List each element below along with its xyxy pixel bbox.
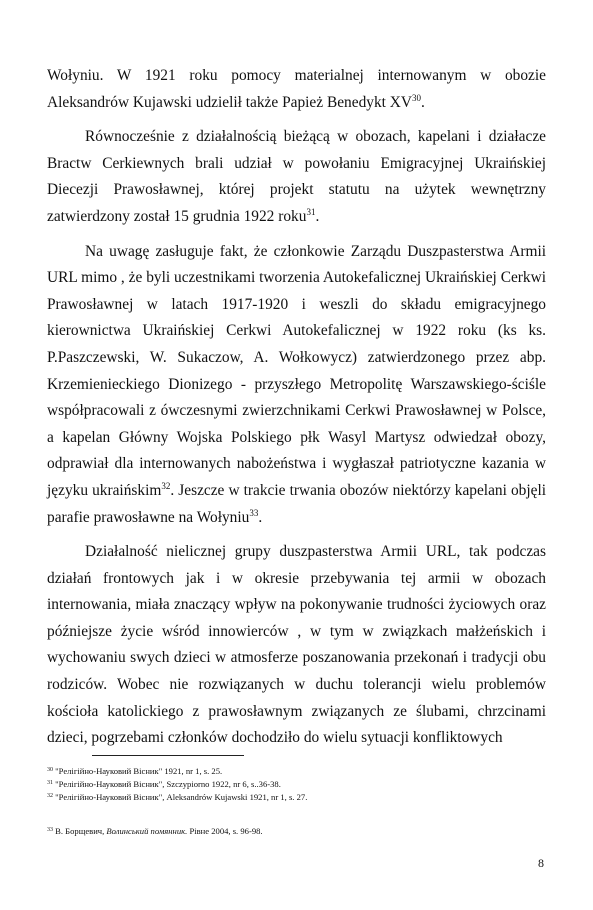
footnote-32 — [47, 792, 307, 802]
footnote-ref: 31 — [306, 206, 316, 217]
footnote-31 — [47, 779, 281, 789]
footnote-30 — [47, 766, 222, 776]
body-text — [47, 63, 546, 760]
text-run: . — [258, 508, 263, 526]
paragraph — [47, 63, 546, 116]
paragraph — [47, 539, 546, 752]
text-run: В. Борщевич, — [53, 826, 107, 836]
paragraph — [47, 124, 546, 230]
text-run: Działalność nielicznej grupy duszpasterstwa Armii URL, tak podczas działań frontowych jak i w okresie przebywania tej armii w obozach internowania, miała znaczący wpływ na pokonywanie trudności życiowych oraz późniejsze życie wśród innowierców , w tym w związkach małżeńskich i wychowaniu swych dzieci w atmosferze poszanowania przekonań i tradycji obu rodziców. Wobec nie rozwiązanych w duchu tolerancji wielu problemów kościoła katolickiego z prawosławnym związanych ze ślubami, chrzcinami dzieci, pogrzebami członków dochodziło do wielu sytuacji konfliktowych — [47, 543, 546, 747]
footnote-number: 30 — [47, 767, 53, 773]
footnote-ref: 33 — [249, 507, 259, 518]
footnote-number: 32 — [47, 793, 53, 799]
text-run: Równocześnie z działalnością bieżącą w obozach, kapelani i działacze Bractw Cerkiewnych brali udział w powołaniu Emigracyjnej Ukraińskiej Diecezji Prawosławnej, której projekt statutu na użytek wewnętrzny zatwierdzony został 15 grudnia 1922 roku — [47, 128, 546, 225]
text-run: . — [315, 207, 320, 225]
text-run: . Jeszcze w trakcie trwania obozów niektórzy kapelani objęli parafie prawosławne na Wołyniu — [47, 481, 547, 526]
text-run: . — [421, 93, 425, 111]
footnote-ref: 32 — [161, 480, 171, 491]
footnote-separator — [92, 755, 244, 756]
text-run: Na uwagę zasługuje fakt, że członkowie Zarządu Duszpasterstwa Armii URL mimo , że byli uczestnikami tworzenia Autokefalicznej Ukraińskiej Cerkwi Prawosławnej w latach 1917-1920 i weszli do składu emigracyjnego kierownictwa Ukraińskiej Cerkwi Autokefalicznej w 1922 roku (ks ks. P.Paszczewski, W. Sukaczow, A. Wołkowycz) zatwierdzonego przez abp. Krzemienieckiego Dionizego - przyszłego Metropolitę Warszawskiego-ściśle współpracowali z ówczesnymi zwierzchnikami Cerkwi Prawosławnej w Polsce, a kapelan Główny Wojska Polskiego płk Wasyl Martysz odwiedzał obozy, odprawiał dla internowanych nabożeństwa i wygłaszał patriotyczne kazania w języku ukraińskim — [47, 242, 546, 499]
footnote-ref: 30 — [412, 92, 422, 103]
text-run: "Релігійно-Науковий Вісник", Szczypiorno 1922, nr 6, s..36-38. — [53, 779, 281, 789]
italic-title: Волинський помянник. — [106, 826, 188, 836]
page-number: 8 — [538, 856, 544, 870]
footnote-number: 33 — [47, 827, 53, 833]
text-run: Wołyniu. W 1921 roku pomocy materialnej internowanym w obozie Aleksandrów Kujawski udzielił także Papież Benedykt XV — [47, 67, 546, 111]
text-run: "Релігійно-Науковий Вісник" 1921, nr 1, s. 25. — [53, 766, 223, 776]
footnote-33 — [47, 826, 263, 836]
footnote-number: 31 — [47, 780, 53, 786]
text-run: "Релігійно-Науковий Вісник", Aleksandrów Kujawski 1921, nr 1, s. 27. — [53, 792, 308, 802]
paragraph — [47, 239, 546, 532]
text-run: Рівне 2004, s. 96-98. — [187, 826, 263, 836]
